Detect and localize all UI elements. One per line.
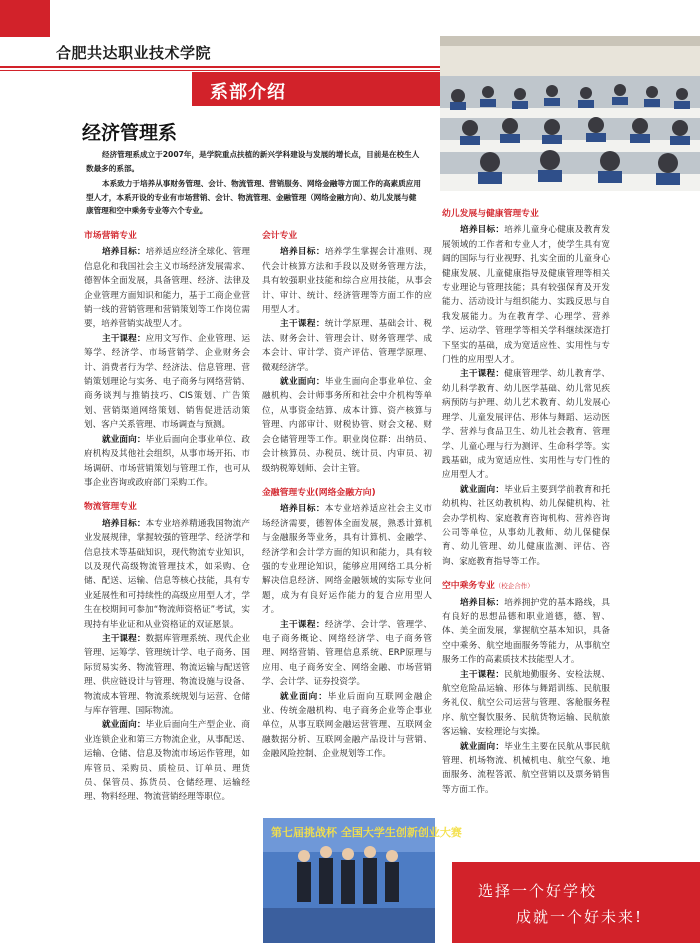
school-name: 合肥共达职业技术学院 — [56, 44, 212, 62]
childhood-goal-text: 培养儿童身心健康及教育发展领域的工作者和专业人才，使学生具有宽阔的国际与行业视野、扎实全面的儿童身心健康发展、儿童健康指导及健康管理等相关专业理论与管理技能；具有较强保育及开发能力、活动设计与组织能力、实践反思与自我发展能力。为在教育学、心理学、营养学、运动学、管理学等相关学科继续深造打下坚实的基础，成为宽适应性、实用性与专门性的应用型人才。 — [442, 225, 610, 366]
major-childhood-title: 幼儿发展与健康管理专业 — [442, 209, 539, 219]
major-logistics-title: 物流管理专业 — [84, 502, 137, 513]
intro-paragraph-1: 经济管理系成立于2007年，是学院重点扶植的新兴学科建设与发展的增长点，目前是在校生人数最多的系部。 — [86, 150, 420, 173]
accounting-goal-text: 培养学生掌握会计准则、现代会计核算方法和手段以及财务管理方法，具有较强职业技能和综合应用技能，从事会计、审计、统计、经济管理等方面工作的应用型人才。 — [262, 247, 432, 316]
employment-label: 就业面向： — [460, 741, 505, 752]
intro-paragraph-2: 本系致力于培养从事财务管理、会计、物流管理、营销服务、网络金融等方面工作的高素质应用型人才，本系开设的专业有市场营销、会计、物流管理、金融管理（网络金融方向）、幼儿发展与健康管理和空中乘务专业等六个专业。 — [86, 179, 421, 215]
logistics-goal — [84, 517, 250, 632]
accounting-employment-text: 毕业生面向企事业单位、金融机构、会计师事务所和社会中介机构等单位，从事资金结算、成本计算、资产核算与管理、内部审计、财税协管、财会文秘、财会仓储管理等工作。职业岗位群：出纳员、会计核算员、办税员、统计员、内审员、初级纳税筹划师、会计主管。 — [262, 377, 432, 474]
header-rule — [0, 66, 440, 68]
accounting-courses — [262, 317, 432, 375]
employment-label: 就业面向： — [102, 434, 146, 445]
flight-goal — [442, 596, 610, 668]
banner-text: 第七届挑战杯 全国大学生创新创业大赛 — [271, 826, 462, 839]
flight-courses — [442, 668, 610, 740]
employment-label: 就业面向： — [102, 720, 146, 731]
logistics-goal-text: 本专业培养精通我国物流产业发展规律，掌握较强的管理学、经济学和信息技术等基础知识，现代物流专业知识，以及现代高级物流管理技术，如采购、仓储、配送、运输、信息等核心技能，具有专业延展性和可持续性的高级应用型人才，学生在校期间可参加“物流师资格证”考试，实现持有毕业证和从业资格证的双证愿景。 — [84, 518, 250, 630]
employment-label: 就业面向： — [460, 484, 505, 495]
childhood-courses-text: 健康管理学、幼儿教育学、幼儿科学教育、幼儿医学基础、幼儿常见疾病预防与护理、幼儿艺术教育、幼儿发展心理学、儿童发展评估、形体与舞蹈、运动医学、营养与食品卫生、幼儿社会教育、管理学、儿童心理与行为测评、生命科学等。实践基础，成为宽适应性、实用性与专门性的应用型人才。 — [442, 369, 610, 481]
flight-employment-text: 毕业生主要在民航从事民航管理、机场物流、机械机电、航空气象、地面服务、流程答派、航空营销以及票务销售等方面工作。 — [442, 741, 610, 795]
competition-photo — [263, 818, 462, 943]
finance-courses — [262, 618, 432, 690]
finance-employment-text: 毕业后面向互联网金融企业、传统金融机构、电子商务企业等企事业单位，从事互联网金融运营管理、互联网金融数据分析、互联网金融产品设计与营销、金融风险控制、企业规划等工作。 — [262, 691, 432, 760]
accounting-goal — [262, 245, 432, 317]
department-intro — [86, 148, 422, 220]
courses-label: 主干课程： — [280, 619, 325, 630]
goal-label: 培养目标： — [460, 225, 505, 236]
goal-label: 培养目标： — [102, 247, 146, 258]
logistics-employment-text: 毕业后面向生产型企业、商业连锁企业和第三方物流企业，从事配送、运输、仓储、信息及物流市场运作管理，如库管员、采购员、质检员、订单员、理货员、保管员、拣货员、仓储经理、运输经理、物料经理、物流营销经理等职位。 — [84, 720, 250, 803]
finance-employment — [262, 690, 432, 762]
employment-label: 就业面向： — [280, 377, 325, 388]
major-flight-title — [442, 579, 610, 593]
major-finance-title: 金融管理专业(网络金融方向) — [262, 487, 376, 498]
childhood-employment — [442, 483, 610, 569]
marketing-employment-text: 毕业后面向企事业单位、政府机构及其他社会组织，从事市场开拓、市场调研、市场营销策划与管理工作，也可从事企业咨询或政府部门采购工作。 — [84, 434, 250, 488]
finance-courses-text: 经济学、会计学、管理学、电子商务概论、网络经济学、电子商务管理、网络营销、管理信息系统、ERP原理与应用、电子商务安全、网络金融、市场营销学、会计学、证券投资学。 — [262, 619, 432, 688]
flight-goal-text: 培养拥护党的基本路线，具有良好的思想品德和职业道德，德、智、体、美全面发展，掌握航空基本知识，具备空中乘务、航空地面服务等能力，从事航空服务工作的高素质技术技能型人才。 — [442, 597, 610, 666]
corner-red-block — [0, 0, 50, 37]
classroom-illustration — [440, 36, 700, 191]
employment-label: 就业面向： — [280, 691, 328, 702]
logistics-employment — [84, 718, 250, 804]
competition-illustration — [263, 818, 462, 943]
column-middle — [262, 229, 432, 762]
courses-label: 主干课程： — [460, 669, 505, 680]
flight-employment — [442, 740, 610, 798]
accounting-courses-text: 统计学原理、基础会计、税法、财务会计、管理会计、财务管理学、成本会计、审计学、资产评估、管理学原理、微观经济学。 — [262, 319, 432, 373]
courses-label: 主干课程： — [102, 633, 146, 644]
flight-courses-text: 民航地勤服务、安检法规、航空危险品运输、形体与舞蹈训练、民航服务礼仪、航空公司运营与管理、客舱服务程序、航空餐饮服务、民航货物运输、民航旅客运输、安检理论与实操。 — [442, 669, 610, 738]
childhood-employment-text: 毕业后主要到学前教育和托幼机构、社区幼教机构、幼儿保健机构、社会办学机构、家庭教育咨询机构、营养咨询公司等单位，从事幼儿教师、幼儿保健保育、幼儿管理、幼儿健康监测、评估、咨询、家庭教育指导等工作。 — [442, 484, 610, 567]
column-right — [442, 207, 610, 797]
section-title: 系部介绍 — [210, 82, 286, 103]
major-marketing-title: 市场营销专业 — [84, 231, 137, 241]
goal-label: 培养目标： — [102, 518, 146, 529]
marketing-courses — [84, 332, 250, 433]
childhood-goal — [442, 223, 610, 367]
flight-title-text: 空中乘务专业 — [442, 581, 495, 592]
courses-label: 主干课程： — [280, 319, 325, 330]
major-accounting-title: 会计专业 — [262, 231, 298, 241]
childhood-courses — [442, 367, 610, 482]
marketing-goal-text: 培养适应经济全球化、管理信息化和我国社会主义市场经济发展需求、德智体全面发展，具备管理、经济、法律及企业管理方面知识和能力，基于工商企业营销一线的营销管理和营销策划等工作岗位需要，培养营销实战型人才。 — [84, 247, 250, 330]
flight-title-note: （校企合作） — [494, 582, 534, 591]
finance-goal-text: 本专业培养适应社会主义市场经济需要，德智体全面发展，熟悉计算机与金融服务等业务，具有计算机、金融学、经济学和会计学方面的知识和能力，具有较强的专业理论知识，能够应用网络工具分析解决信息经济、网络金融领域的实际专业问题，成为有良好运作能力的复合应用型人才。 — [262, 504, 432, 616]
goal-label: 培养目标： — [460, 597, 505, 608]
goal-label: 培养目标： — [280, 504, 325, 515]
slogan-box — [452, 862, 700, 943]
goal-label: 培养目标： — [280, 247, 325, 258]
courses-label: 主干课程： — [460, 369, 505, 380]
column-left — [84, 229, 250, 805]
logistics-courses — [84, 632, 250, 718]
logistics-courses-text: 数据库管理系统、现代企业管理、运筹学、管理统计学、电子商务、国际贸易实务、物流管理、物流运输与配送管理、供应链设计与管理、物流设施与设备、物流成本管理、物流系统规划与运营、仓储与库存管理、国际物流。 — [84, 633, 250, 716]
slogan-line-2: 成就一个好未来! — [516, 908, 644, 926]
header-rule-thin — [0, 70, 440, 71]
courses-label: 主干课程： — [102, 333, 146, 344]
slogan-line-1: 选择一个好学校 — [478, 882, 598, 900]
finance-goal — [262, 502, 432, 617]
department-title: 经济管理系 — [82, 122, 178, 144]
accounting-employment — [262, 375, 432, 476]
marketing-courses-text: 应用文写作、企业管理、运筹学、经济学、市场营销学、企业财务会计、消费者行为学、经济法、信息管理、营销策划理论与实务、电子商务与网络营销、商务谈判与推销技巧、CIS策划、广告策划、营销渠道网络策划、销售促进活动策划、客户关系管理、市场调查与预测。 — [84, 333, 250, 431]
marketing-goal — [84, 245, 250, 331]
classroom-photo — [440, 36, 700, 191]
marketing-employment — [84, 433, 250, 491]
